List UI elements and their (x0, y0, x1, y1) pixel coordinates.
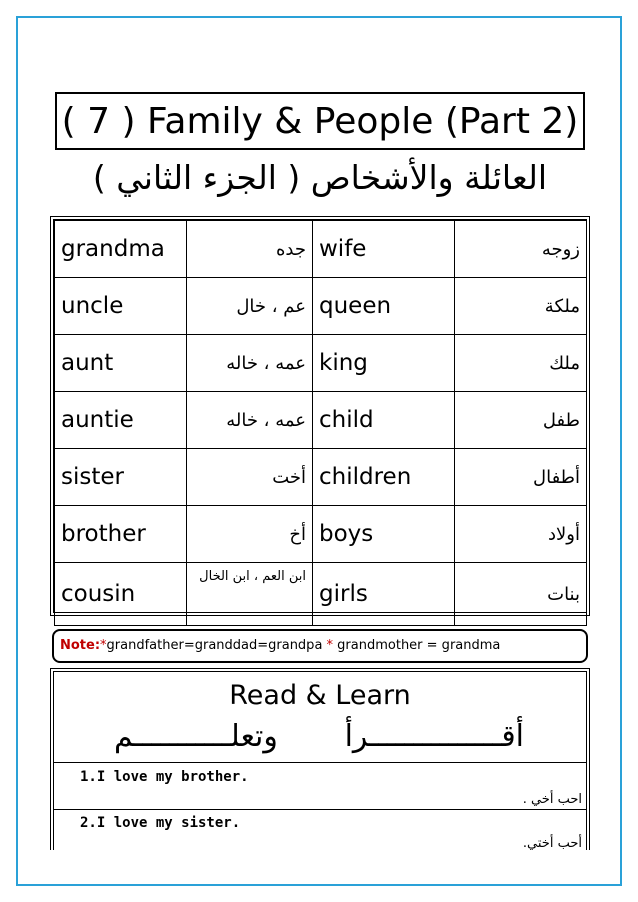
english-word: children (313, 449, 455, 506)
note-star: * (100, 638, 107, 653)
table-row (55, 506, 587, 563)
arabic-word: أولاد (455, 506, 587, 563)
english-word: boys (313, 506, 455, 563)
read-title: Read & Learn (229, 680, 411, 711)
table-row (55, 449, 587, 506)
note-label: Note: (60, 638, 101, 653)
divider (54, 809, 586, 810)
english-word: grandma (55, 221, 187, 278)
note-box (52, 629, 588, 663)
arabic-word: بنات (455, 563, 587, 626)
arabic-word: عمه ، خاله (187, 335, 313, 392)
arabic-word: عمه ، خاله (187, 392, 313, 449)
page-subtitle: العائلة والأشخاص ( الجزء الثاني ) (92, 158, 548, 197)
english-word: queen (313, 278, 455, 335)
divider (54, 762, 586, 763)
english-word: uncle (55, 278, 187, 335)
note-star: * (326, 638, 334, 653)
arabic-word: ملك (455, 335, 587, 392)
page-title-text: ( 7 ) Family & People (Part 2) (61, 100, 579, 142)
arabic-word: عم ، خال (187, 278, 313, 335)
table-row (55, 563, 587, 626)
sentence-arabic: احب أخي . (522, 792, 582, 807)
read-and-learn-section (50, 668, 590, 850)
sentence-english: 1.I love my brother. (80, 769, 249, 785)
english-word: king (313, 335, 455, 392)
english-word: child (313, 392, 455, 449)
english-word: wife (313, 221, 455, 278)
read-arabic-title: أقـــــــــــــــرأ وتعلـــــــــــم (114, 719, 524, 754)
page-title (55, 92, 585, 150)
table-row (55, 278, 587, 335)
table-row (55, 221, 587, 278)
sentence-arabic: أحب أختي. (522, 836, 582, 851)
english-word: brother (55, 506, 187, 563)
english-word: girls (313, 563, 455, 626)
english-word: auntie (55, 392, 187, 449)
english-word: aunt (55, 335, 187, 392)
english-word: cousin (55, 563, 187, 626)
vocabulary-table (50, 216, 590, 616)
arabic-word: أخ (187, 506, 313, 563)
arabic-word: أخت (187, 449, 313, 506)
english-word: sister (55, 449, 187, 506)
arabic-word: جده (187, 221, 313, 278)
arabic-word: زوجه (455, 221, 587, 278)
table-row (55, 335, 587, 392)
arabic-word: أطفال (455, 449, 587, 506)
arabic-word: ملكة (455, 278, 587, 335)
note-text: grandfather=granddad=grandpa (106, 638, 327, 653)
note-text: grandmother = grandma (333, 638, 501, 653)
arabic-word: ابن العم ، ابن الخال (187, 563, 313, 626)
sentence-english: 2.I love my sister. (80, 815, 241, 831)
arabic-word: طفل (455, 392, 587, 449)
table-row (55, 392, 587, 449)
